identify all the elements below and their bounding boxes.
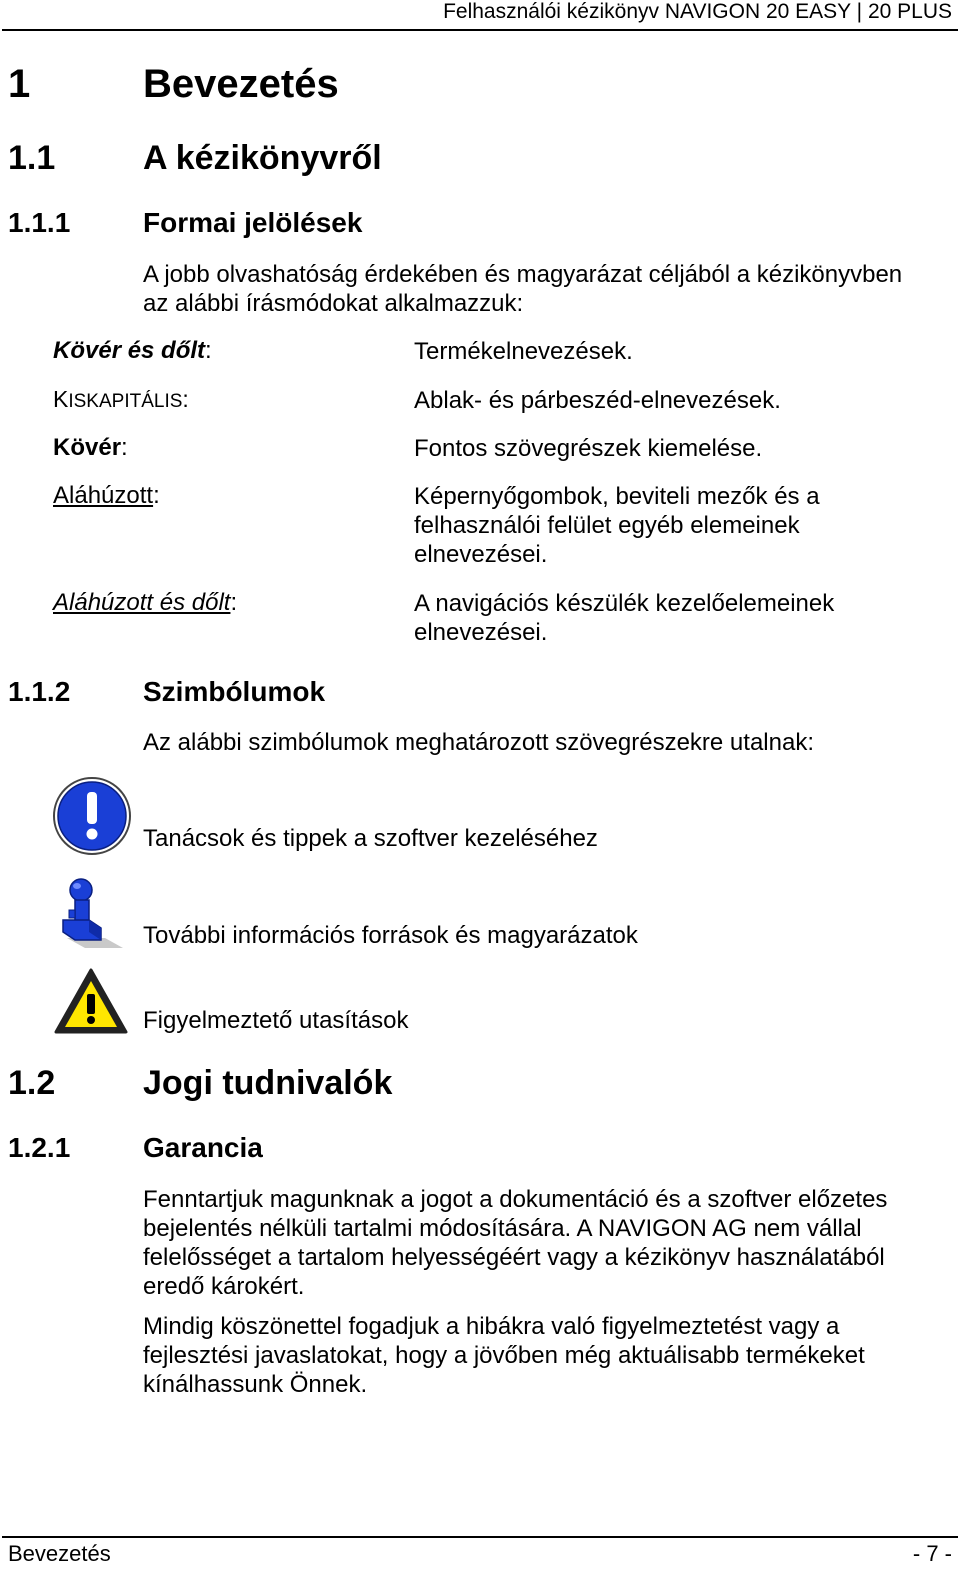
- term-separator: :: [153, 482, 160, 509]
- symbol-label: Figyelmeztető utasítások: [143, 1007, 409, 1034]
- subsection-number: 1.1.2: [8, 676, 71, 707]
- paragraph-line: kínálhassunk Önnek.: [143, 1371, 368, 1398]
- paragraph-line: bejelentés nélküli tartalmi módosítására. A NAVIGON AG nem vállal: [143, 1215, 862, 1242]
- chapter-title: Bevezetés: [143, 62, 339, 106]
- desc-line: Termékelnevezések.: [414, 338, 633, 365]
- section-title: Jogi tudnivalók: [143, 1064, 393, 1102]
- convention-term-underlined-italic: [53, 589, 237, 617]
- term-text: Kövér és dőlt: [53, 337, 206, 364]
- desc-line: Ablak- és párbeszéd-elnevezések.: [414, 387, 781, 414]
- term-text: Kövér: [53, 434, 122, 461]
- term-text: Aláhúzott és dőlt: [53, 589, 231, 616]
- warranty-paragraph-1: [143, 1185, 953, 1301]
- convention-desc: [414, 482, 934, 569]
- subsection-number: 1.2.1: [8, 1132, 71, 1163]
- info-pin-figure-icon: [55, 876, 127, 952]
- footer-section: Bevezetés: [8, 1541, 111, 1566]
- page-number: - 7 -: [912, 1541, 952, 1566]
- desc-line: Képernyőgombok, beviteli mezők és a: [414, 483, 820, 510]
- desc-line: elnevezései.: [414, 619, 548, 646]
- desc-line: felhasználói felület egyéb elemeinek: [414, 512, 800, 539]
- section-title: A kézikönyvről: [143, 139, 382, 177]
- convention-term-small-caps: [53, 386, 189, 414]
- term-text: Aláhúzott: [53, 482, 154, 509]
- paragraph-line: Fenntartjuk magunknak a jogot a dokumentáció és a szoftver előzetes: [143, 1186, 888, 1213]
- paragraph-line: felelősséget a tartalom helyességéért vagy a kézikönyv használatából: [143, 1244, 885, 1271]
- convention-term-bold-italic: [53, 337, 212, 365]
- subsection-title: Szimbólumok: [143, 676, 326, 707]
- convention-desc: [414, 589, 934, 647]
- subsection-number: 1.1.1: [8, 207, 71, 238]
- term-separator: :: [230, 589, 238, 616]
- section-number: 1.2: [8, 1064, 56, 1102]
- symbol-label: További információs források és magyarázatok: [143, 922, 638, 949]
- running-header: Felhasználói kézikönyv NAVIGON 20 EASY | 20 PLUS: [443, 0, 952, 23]
- warranty-paragraph-2: [143, 1312, 953, 1399]
- intro-line: az alábbi írásmódokat alkalmazzuk:: [143, 290, 524, 317]
- paragraph-line: eredő károkért.: [143, 1273, 305, 1300]
- convention-desc: [414, 337, 934, 366]
- conventions-intro: [143, 260, 953, 318]
- term-separator: :: [205, 337, 212, 364]
- intro-line: A jobb olvashatóság érdekében és magyarázat céljából a kézikönyvben: [143, 261, 903, 288]
- warning-triangle-icon: [53, 966, 129, 1036]
- footer-rule: [2, 1536, 958, 1538]
- term-rest: ISKAPITÁLIS: [68, 391, 183, 412]
- subsection-title: Garancia: [143, 1132, 263, 1163]
- chapter-number: 1: [8, 62, 31, 106]
- header-rule: [2, 29, 958, 31]
- desc-line: elnevezései.: [414, 541, 548, 568]
- section-number: 1.1: [8, 139, 56, 177]
- desc-line: A navigációs készülék kezelőelemeinek: [414, 590, 835, 617]
- term-initial: K: [53, 386, 69, 412]
- desc-line: Fontos szövegrészek kiemelése.: [414, 435, 763, 462]
- term-separator: :: [182, 386, 189, 412]
- symbols-intro: Az alábbi szimbólumok meghatározott szövegrészekre utalnak:: [143, 729, 814, 756]
- exclamation-circle-icon: [51, 776, 133, 856]
- paragraph-line: Mindig köszönettel fogadjuk a hibákra való figyelmeztetést vagy a: [143, 1313, 840, 1340]
- symbol-label: Tanácsok és tippek a szoftver kezeléséhez: [143, 825, 598, 852]
- convention-desc: [414, 434, 934, 463]
- convention-desc: [414, 386, 934, 415]
- convention-term-bold: [53, 434, 128, 462]
- term-separator: :: [121, 434, 128, 461]
- convention-term-underlined: [53, 482, 160, 510]
- paragraph-line: fejlesztési javaslatokat, hogy a jövőben még aktuálisabb termékeket: [143, 1342, 865, 1369]
- subsection-title: Formai jelölések: [143, 207, 363, 238]
